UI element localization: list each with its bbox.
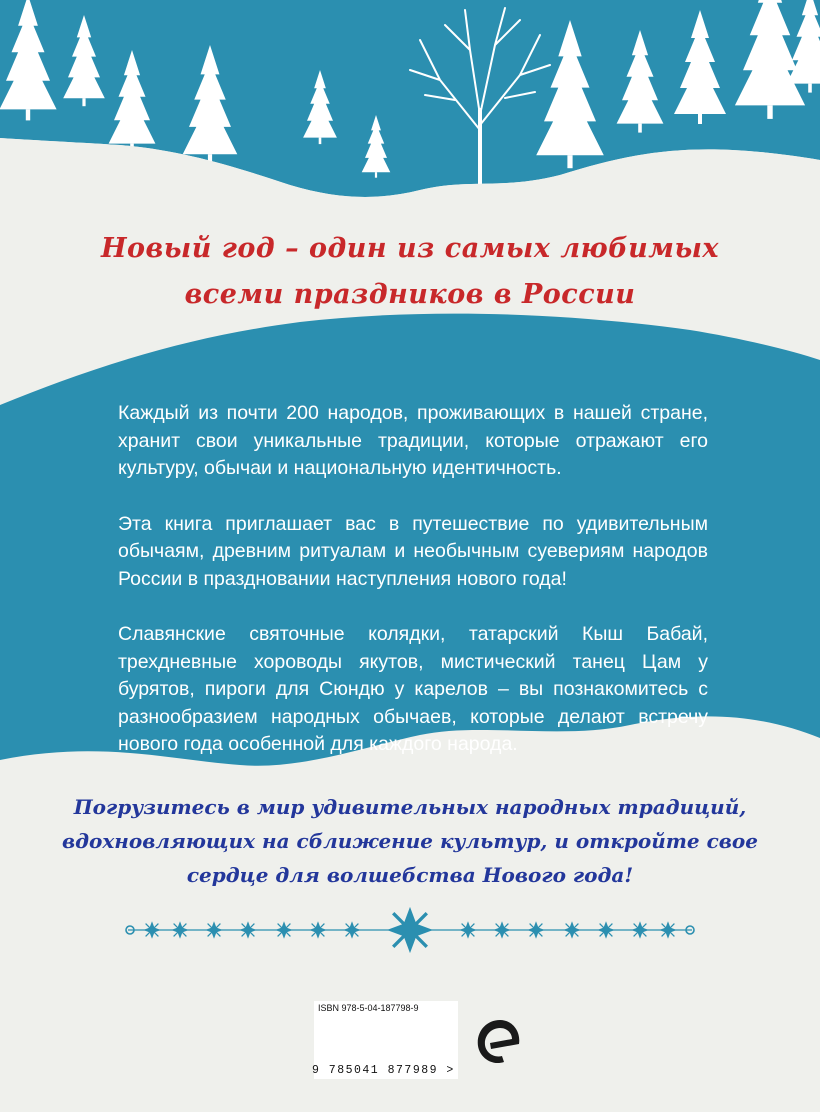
callout: [60, 790, 760, 892]
callout-line-2: вдохновляющих на сближение культур, и откройте свое: [61, 829, 758, 853]
isbn-label: ISBN 978-5-04-187798-9: [318, 1003, 419, 1013]
headline-line-1: Новый год – один из самых любимых: [100, 233, 720, 264]
description-paragraph-2: Эта книга приглашает вас в путешествие по удивительным обычаям, древним ритуалам и необычным суевериям народов России в праздновании наступления нового года!: [118, 512, 708, 590]
headline-line-2: всеми праздников в России: [184, 279, 636, 310]
description-paragraph-3: Славянские святочные колядки, татарский Кыш Бабай, трехдневные хороводы якутов, мистический танец Цам у бурятов, пироги для Сюндю у карелов – вы познакомитесь с разнообразием народных обычаев, которые делают встречу нового года особенной для каждого народа.: [118, 623, 708, 755]
barcode-digits: 9 785041 877989 >: [312, 1064, 455, 1077]
description: [118, 400, 708, 787]
description-paragraph-1: Каждый из почти 200 народов, проживающих в нашей стране, хранит свои уникальные традиции, которые отражают его культуру, обычаи и национальную идентичность.: [118, 402, 708, 479]
publisher-logo-icon: [478, 1020, 520, 1063]
callout-line-1: Погрузитесь в мир удивительных народных традиций,: [73, 795, 747, 819]
callout-line-3: сердце для волшебства Нового года!: [186, 863, 634, 887]
snowflake-ornament-icon: [126, 907, 694, 953]
headline: [0, 226, 820, 318]
